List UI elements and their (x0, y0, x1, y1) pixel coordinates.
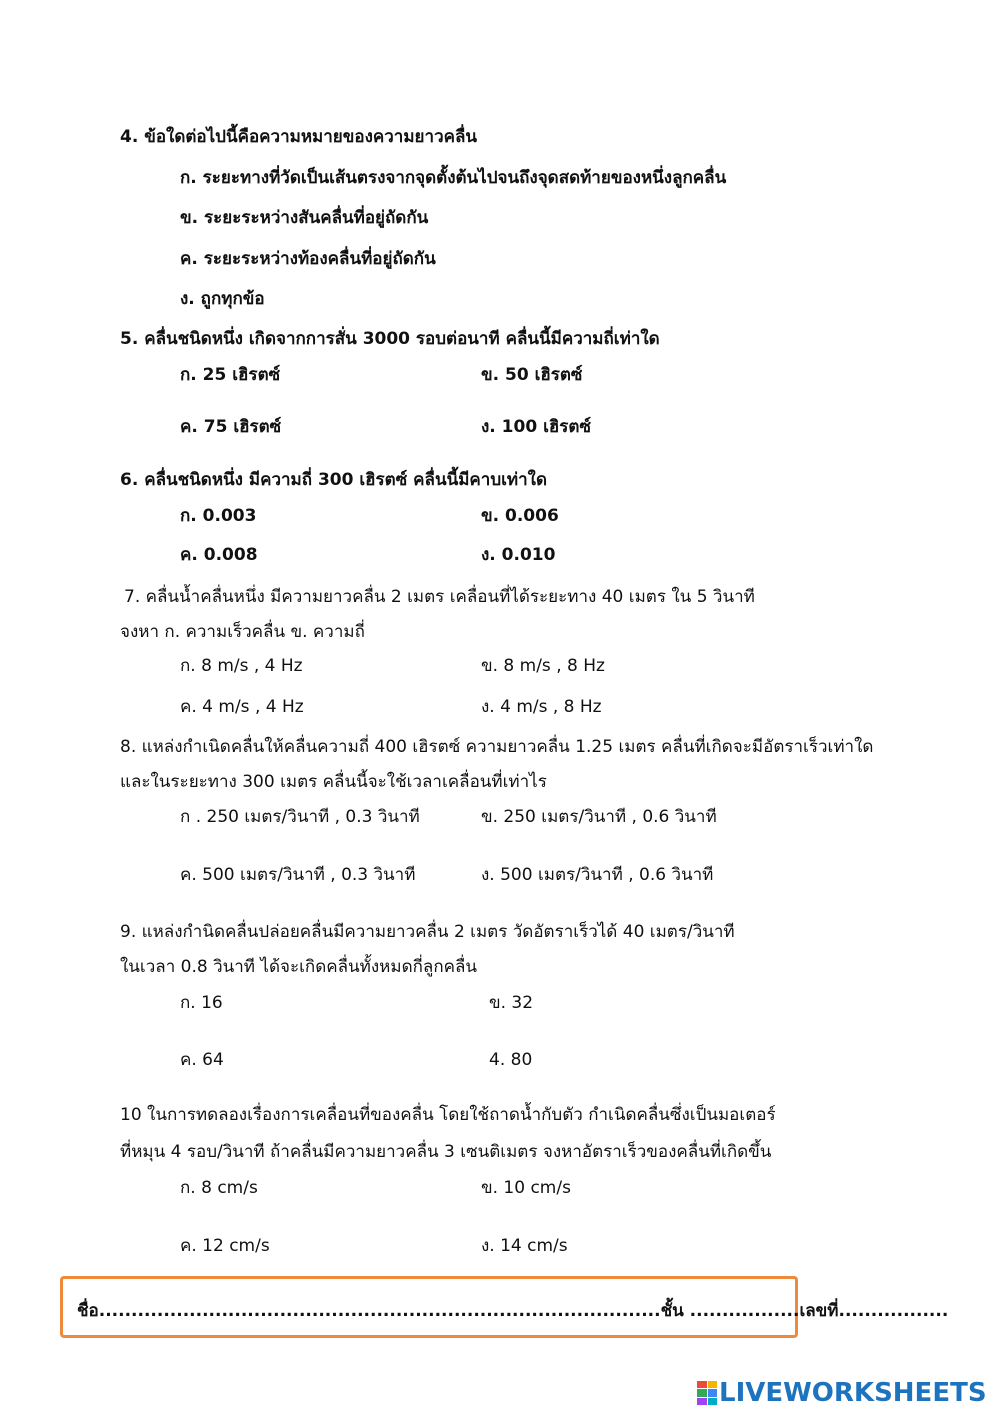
q4-option-a: ก. ระยะทางที่วัดเป็นเส้นตรงจากจุดตั้งต้นไปจนถึงจุดสดท้ายของหนึ่งลูกคลื่น (180, 168, 727, 188)
student-info-line[interactable]: ชื่อ.......................................................................................ชั้น .................เลขที่................. (77, 1301, 949, 1321)
q6-option-b: ข. 0.006 (481, 506, 559, 526)
q8-option-a: ก . 250 เมตร/วินาที , 0.3 วินาที (180, 807, 420, 827)
q10-stem-line1: 10 ในการทดลองเรื่องการเคลื่อนที่ของคลื่น โดยใช้ถาดน้ำกับตัว กำเนิดคลื่นซึ่งเป็นมอเตอร์ (120, 1105, 776, 1125)
q4-option-c: ค. ระยะระหว่างท้องคลื่นที่อยู่ถัดกัน (180, 249, 436, 269)
q10-stem-line2: ที่หมุน 4 รอบ/วินาที ถ้าคลื่นมีความยาวคลื่น 3 เซนติเมตร จงหาอัตราเร็วของคลื่นที่เกิดขึ้น (120, 1142, 772, 1162)
q4-option-d: ง. ถูกทุกข้อ (180, 289, 265, 309)
q7-option-c: ค. 4 m/s , 4 Hz (180, 697, 304, 717)
q7-option-a: ก. 8 m/s , 4 Hz (180, 656, 303, 676)
q6-stem: 6. คลื่นชนิดหนึ่ง มีความถี่ 300 เฮิรตซ์ คลื่นนี้มีคาบเท่าใด (120, 470, 548, 490)
q9-option-b: ข. 32 (489, 993, 534, 1013)
q6-option-a: ก. 0.003 (180, 506, 257, 526)
live-badge-icon (697, 1381, 717, 1405)
q10-option-c: ค. 12 cm/s (180, 1236, 270, 1256)
q9-option-a: ก. 16 (180, 993, 223, 1013)
q5-stem: 5. คลื่นชนิดหนึ่ง เกิดจากการสั่น 3000 รอบต่อนาที คลื่นนี้มีความถี่เท่าใด (120, 329, 660, 349)
q9-stem-line1: 9. แหล่งกำนิดคลื่นปล่อยคลื่นมีความยาวคลื่น 2 เมตร วัดอัตราเร็วได้ 40 เมตร/วินาที (120, 922, 735, 942)
q7-stem-line2: จงหา ก. ความเร็วคลื่น ข. ความถี่ (120, 622, 365, 642)
q9-stem-line2: ในเวลา 0.8 วินาที ได้จะเกิดคลื่นทั้งหมดกี่ลูกคลื่น (120, 957, 478, 977)
q6-option-c: ค. 0.008 (180, 545, 258, 565)
q4-option-b: ข. ระยะระหว่างสันคลื่นที่อยู่ถัดกัน (180, 208, 429, 228)
q7-option-b: ข. 8 m/s , 8 Hz (481, 656, 605, 676)
student-info-box (60, 1276, 949, 1338)
q6-option-d: ง. 0.010 (481, 545, 556, 565)
q10-option-a: ก. 8 cm/s (180, 1178, 258, 1198)
q5-option-d: ง. 100 เฮิรตซ์ (481, 417, 591, 437)
q8-stem-line1: 8. แหล่งกำเนิดคลื่นให้คลื่นความถี่ 400 เฮิรตซ์ ความยาวคลื่น 1.25 เมตร คลื่นที่เกิดจะมีอัตราเร็วเท่าใด (120, 737, 874, 757)
q4-stem: 4. ข้อใดต่อไปนี้คือความหมายของความยาวคลื่น (120, 127, 478, 147)
q8-option-b: ข. 250 เมตร/วินาที , 0.6 วินาที (481, 807, 717, 827)
q8-stem-line2: และในระยะทาง 300 เมตร คลื่นนี้จะใช้เวลาเคลื่อนที่เท่าไร (120, 772, 547, 792)
q10-option-b: ข. 10 cm/s (481, 1178, 571, 1198)
liveworksheets-wordmark: LIVEWORKSHEETS (719, 1378, 987, 1408)
q9-option-c: ค. 64 (180, 1050, 224, 1070)
q5-option-a: ก. 25 เฮิรตซ์ (180, 365, 281, 385)
q5-option-c: ค. 75 เฮิรตซ์ (180, 417, 282, 437)
q9-option-d: 4. 80 (489, 1050, 533, 1070)
q7-stem-line1: 7. คลื่นน้ำคลื่นหนึ่ง มีความยาวคลื่น 2 เมตร เคลื่อนที่ได้ระยะทาง 40 เมตร ใน 5 วินาที (124, 587, 755, 607)
q8-option-d: ง. 500 เมตร/วินาที , 0.6 วินาที (481, 865, 714, 885)
q10-option-d: ง. 14 cm/s (481, 1236, 568, 1256)
q5-option-b: ข. 50 เฮิรตซ์ (481, 365, 583, 385)
q7-option-d: ง. 4 m/s , 8 Hz (481, 697, 602, 717)
q8-option-c: ค. 500 เมตร/วินาที , 0.3 วินาที (180, 865, 416, 885)
liveworksheets-logo (697, 1378, 987, 1408)
